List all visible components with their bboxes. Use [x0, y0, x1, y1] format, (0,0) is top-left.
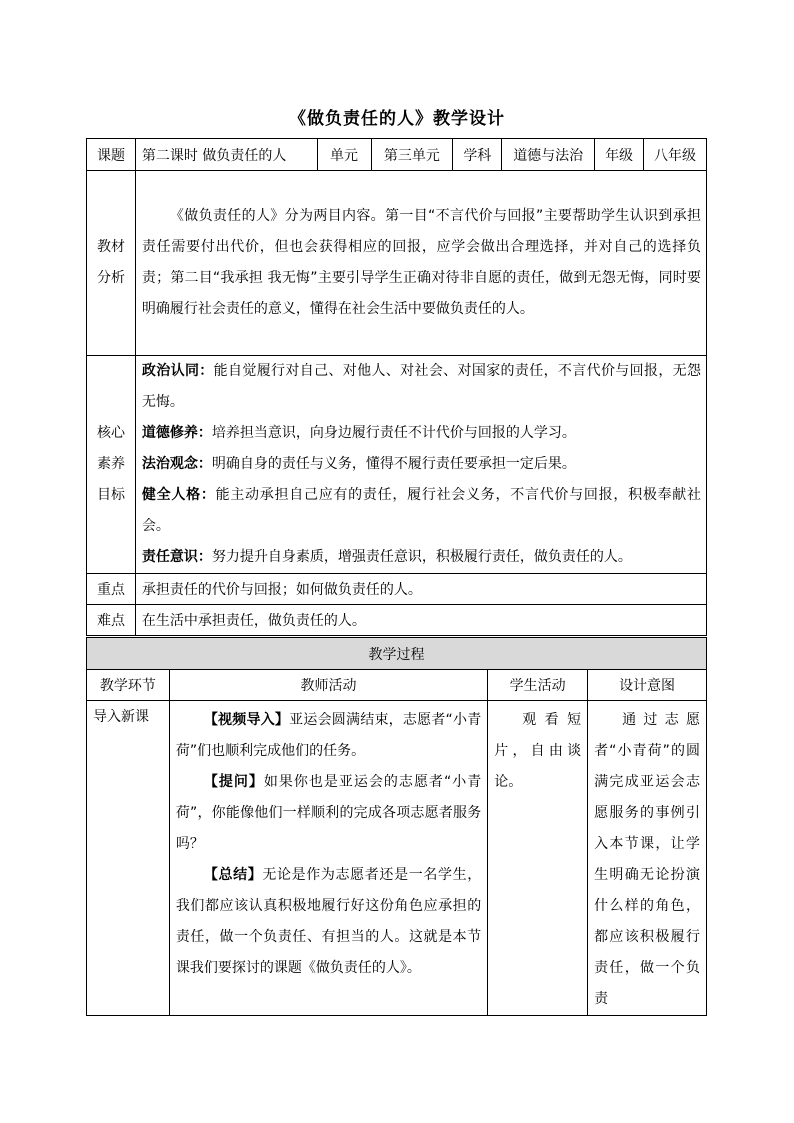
info-row — [87, 139, 707, 171]
activity-tag: 【总结】 — [203, 867, 263, 883]
core-literacy-row — [87, 356, 707, 574]
material-analysis-label — [87, 171, 136, 356]
core-item-text: 培养担当意识，向身边履行责任不计代价与回报的人学习。 — [211, 425, 576, 441]
student-activity-cell: 观看短片，自由谈论。 — [488, 701, 588, 1016]
process-column-headers — [87, 670, 707, 701]
core-item-title: 责任意识： — [141, 549, 212, 565]
activity-text: 无论是作为志愿者还是一名学生，我们都应该认真积极地履行好这份角色应承担的责任，做一个负责任、有担当的人。这就是本节课我们要探讨的课题《做负责任的人》。 — [175, 867, 482, 976]
difficult-point-row — [87, 605, 707, 636]
process-header-row — [87, 638, 707, 670]
unit-label: 单元 — [317, 139, 371, 171]
lesson-label: 课题 — [87, 139, 136, 171]
teacher-activity-item — [176, 705, 481, 767]
key-point-label: 重点 — [87, 574, 136, 605]
document-title: 《做负责任的人》教学设计 — [289, 109, 505, 129]
activity-tag: 【提问】 — [203, 774, 264, 790]
col-intent-header: 设计意图 — [588, 670, 707, 701]
material-analysis-cell — [135, 171, 706, 356]
col-stage-header: 教学环节 — [87, 670, 170, 701]
core-item — [136, 418, 706, 449]
material-label-line: 教材 — [96, 239, 125, 255]
core-item — [136, 356, 706, 418]
activity-tag: 【视频导入】 — [203, 712, 290, 728]
activity-text: 如果你也是亚运会的志愿者“小青荷”，你能像他们一样顺利的完成各项志愿者服务吗？ — [175, 774, 482, 852]
key-point-row — [87, 574, 707, 605]
teacher-activity-item — [176, 860, 481, 984]
lesson-info-table — [86, 138, 707, 636]
difficult-point-text: 在生活中承担责任，做负责任的人。 — [135, 605, 706, 636]
core-item-text: 明确自身的责任与义务，懂得不履行责任要承担一定后果。 — [211, 456, 576, 472]
design-intent-cell: 通过志愿者“小青荷”的圆满完成亚运会志愿服务的事例引入本节课，让学生明确无论扮演什么样的角色，都应该积极履行责任，做一个负责 — [588, 701, 707, 1016]
difficult-point-label: 难点 — [87, 605, 136, 636]
material-analysis-row — [87, 171, 707, 356]
process-header: 教学过程 — [87, 638, 707, 670]
grade-value: 八年级 — [644, 139, 707, 171]
key-point-text: 承担责任的代价与回报；如何做负责任的人。 — [135, 574, 706, 605]
teacher-activity-cell — [169, 701, 487, 1016]
core-label-line: 核心 — [96, 425, 125, 441]
core-item — [136, 542, 706, 573]
core-item — [136, 449, 706, 480]
material-analysis-text: 《做负责任的人》分为两目内容。第一目“不言代价与回报”主要帮助学生认识到承担责任需要付出代价，但也会获得相应的回报，应学会做出合理选择，并对自己的选择负责；第二目“我承担 我无悔”主要引导学生正确对待非自愿的责任，做到无怨无悔，同时要明确履行社会责任的意义，懂得在社会生活中要做负责任的人。 — [141, 208, 701, 317]
lesson-value: 第二课时 做负责任的人 — [135, 139, 317, 171]
grade-label: 年级 — [595, 139, 644, 171]
core-literacy-label — [87, 356, 136, 574]
unit-value: 第三单元 — [371, 139, 453, 171]
teacher-activity-item — [176, 767, 481, 860]
col-student-header: 学生活动 — [488, 670, 588, 701]
core-item-title: 健全人格： — [141, 487, 216, 503]
core-item-text: 能主动承担自己应有的责任，履行社会义务，不言代价与回报，积极奉献社会。 — [141, 487, 702, 534]
teaching-process-table — [86, 637, 707, 1016]
core-item-text: 能自觉履行对自己、对他人、对社会、对国家的责任，不言代价与回报，无怨无悔。 — [141, 363, 702, 410]
stage-cell: 导入新课 — [87, 701, 170, 1016]
core-item — [136, 480, 706, 542]
core-literacy-cell — [135, 356, 706, 574]
core-item-title: 道德修养： — [141, 425, 212, 441]
activity-text: 亚运会圆满结束，志愿者“小青荷”们也顺利完成他们的任务。 — [175, 712, 482, 759]
process-row — [87, 701, 707, 1016]
core-item-text: 努力提升自身素质，增强责任意识，积极履行责任，做负责任的人。 — [211, 549, 632, 565]
material-label-line: 分析 — [96, 270, 125, 286]
core-label-line: 素养 — [96, 456, 125, 472]
core-item-title: 政治认同： — [141, 363, 214, 379]
col-teacher-header: 教师活动 — [169, 670, 487, 701]
subject-value: 道德与法治 — [502, 139, 595, 171]
subject-label: 学科 — [453, 139, 502, 171]
core-item-title: 法治观念： — [141, 456, 212, 472]
core-label-line: 目标 — [96, 487, 125, 503]
